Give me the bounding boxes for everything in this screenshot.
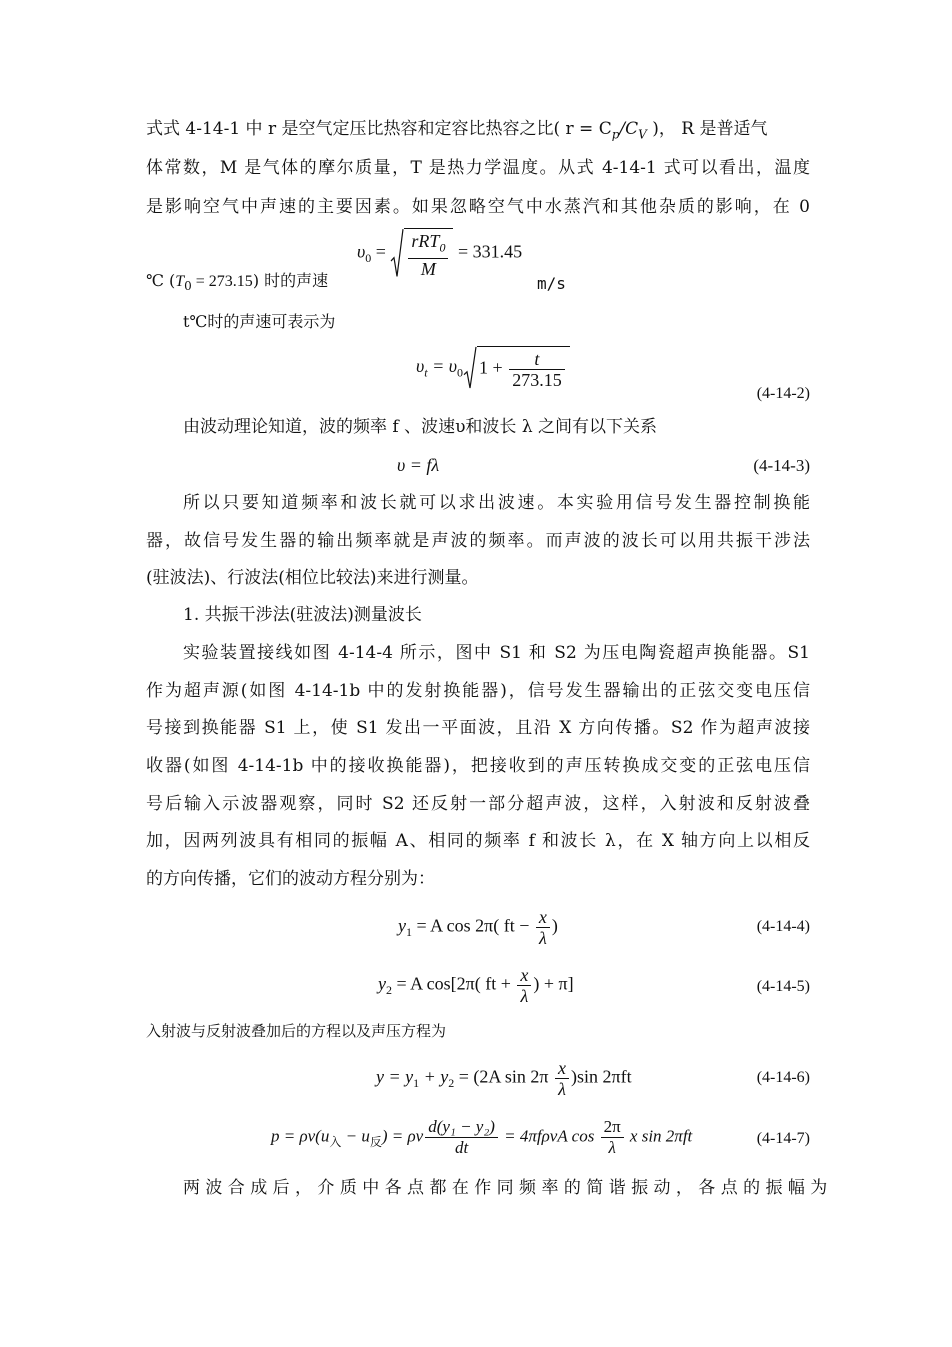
denominator: λ: [558, 1079, 566, 1099]
subscript: 0: [457, 365, 464, 380]
equation-4-14-4: [398, 907, 558, 948]
equation-number: (4-14-6): [756, 1069, 810, 1086]
numerator: rRT: [411, 231, 440, 251]
eq-symbol: y = y: [376, 1066, 414, 1087]
fraction: [601, 1117, 624, 1158]
paragraph-line-6: 由波动理论知道，波的频率 f 、波速υ和波长 λ 之间有以下关系: [183, 417, 658, 437]
subscript: t: [424, 365, 428, 380]
subscript: 1: [413, 1076, 420, 1091]
sqrt-sign: [463, 346, 570, 390]
subscript: 0: [365, 251, 372, 266]
denominator: M: [420, 258, 436, 279]
denominator: 273.15: [512, 370, 562, 390]
eq-symbol: + y: [419, 1066, 449, 1087]
text-run: /C: [619, 119, 639, 139]
paragraph-line-12: 作为超声源(如图 4-14-1b 中的发射换能器)，信号发生器输出的正弦交变电压信: [146, 681, 810, 701]
numerator: x: [536, 907, 550, 928]
subscript: V: [638, 127, 647, 142]
paragraph-line-3: 是影响空气中声速的主要因素。如果忽略空气中水蒸汽和其他杂质的影响，在 0: [146, 197, 810, 217]
subscript: 反: [369, 1134, 382, 1149]
equation-number: (4-14-7): [756, 1130, 810, 1147]
eq-symbol: y: [398, 915, 406, 936]
equation-4-14-5: [378, 965, 574, 1006]
equation-4-14-3: υ = fλ: [397, 455, 440, 475]
eq-symbol: y: [378, 973, 386, 994]
eq-symbol: = υ: [427, 356, 458, 377]
text-run: )， R 是普适气: [646, 119, 768, 139]
eq-term: ): [551, 915, 558, 936]
eq-term: = A cos 2π( ft −: [412, 915, 534, 936]
numerator: x: [517, 965, 531, 986]
paragraph-line-13: 号接到换能器 S1 上，使 S1 发出一平面波，且沿 X 方向传播。S2 作为超声波接: [146, 718, 810, 738]
fraction: [425, 1117, 498, 1158]
numerator: 2π: [601, 1117, 624, 1138]
equation-4-14-7: [271, 1117, 692, 1158]
fraction: [408, 231, 448, 279]
symbol-t0: T: [175, 273, 185, 290]
paragraph-line-8: 器，故信号发生器的输出频率就是声波的频率。而声波的波长可以用共振干涉法: [146, 531, 810, 551]
radical-icon: [390, 228, 404, 279]
text-run: ℃ (: [146, 271, 176, 290]
denominator: dt: [454, 1138, 469, 1157]
fraction: [536, 907, 550, 948]
radical-icon: [463, 346, 477, 390]
eq-term: = 4πfρvA cos: [499, 1126, 599, 1146]
paragraph-line-2: 体常数，M 是气体的摩尔质量，T 是热力学温度。从式 4-14-1 式可以看出，温度: [146, 158, 810, 178]
eq-symbol: υ: [357, 241, 366, 262]
unit-label: m/s: [537, 274, 566, 293]
section-heading: 1. 共振干涉法(驻波法)测量波长: [183, 605, 422, 625]
eq-term: )sin 2πft: [571, 1066, 632, 1087]
paragraph-line-18: 入射波与反射波叠加后的方程以及声压方程为: [146, 1022, 447, 1040]
eq-term: p = ρv(u: [271, 1126, 330, 1146]
eq-term: ) = ρv: [381, 1126, 424, 1146]
paragraph-line-17: 的方向传播，它们的波动方程分别为：: [146, 869, 435, 889]
denominator: λ: [538, 928, 547, 948]
value-t0: = 273.15: [191, 273, 253, 290]
equation-4-14-2: [416, 346, 570, 390]
subscript: 0: [439, 240, 446, 255]
numerator: t: [509, 349, 565, 370]
paragraph-line-5: t℃时的声速可表示为: [183, 312, 336, 331]
paragraph-line-11: 实验装置接线如图 4-14-4 所示，图中 S1 和 S2 为压电陶瓷超声换能器。S1: [183, 643, 810, 663]
paragraph-line-1: [146, 118, 810, 145]
paragraph-line-14: 收器(如图 4-14-1b 中的接收换能器)，把接收到的声压转换成交变的正弦电压信: [146, 756, 810, 776]
eq-term: 1 +: [479, 357, 508, 378]
equation-v0: [357, 228, 522, 279]
text-run: 式式 4-14-1 中 r 是空气定压比热容和定容比热容之比( r = C: [146, 119, 612, 139]
eq-term: = A cos[2π( ft +: [392, 973, 516, 994]
equation-4-14-6: [376, 1058, 632, 1099]
numerator: d(y₁ − y₂): [425, 1117, 498, 1138]
equation-number: (4-14-4): [756, 918, 810, 935]
equation-number: (4-14-2): [756, 385, 810, 402]
fraction: [509, 349, 565, 390]
subscript: 0: [184, 279, 192, 294]
eq-symbol: υ: [416, 356, 425, 377]
eq-term: = (2A sin 2π: [454, 1066, 554, 1087]
subscript: 2: [448, 1076, 455, 1091]
equation-number: (4-14-3): [753, 456, 810, 475]
eq-term: ) + π]: [533, 973, 574, 994]
paragraph-line-9: (驻波法)、行波法(相位比较法)来进行测量。: [146, 568, 479, 588]
subscript: p: [611, 127, 620, 142]
paragraph-line-16: 加，因两列波具有相同的振幅 A、相同的频率 f 和波长 λ，在 X 轴方向上以相反: [146, 831, 810, 851]
text-run: ) 时的声速: [252, 271, 329, 290]
paragraph-line-15: 号后输入示波器观察，同时 S2 还反射一部分超声波，这样，入射波和反射波叠: [146, 794, 810, 814]
subscript: 2: [386, 983, 392, 998]
fraction: [517, 965, 531, 1006]
equation-number: (4-14-5): [756, 978, 810, 995]
eq-operator: =: [371, 241, 391, 262]
subscript: 入: [329, 1134, 342, 1149]
fraction: [555, 1058, 569, 1099]
eq-term: x sin 2πft: [625, 1126, 693, 1146]
eq-term: − u: [341, 1126, 370, 1146]
eq-value: = 331.45: [453, 241, 523, 262]
paragraph-line-19: 两 波 合 成 后 ， 介 质 中 各 点 都 在 作 同 频 率 的 简 谐 振 动 ， 各 点 的 振 幅 为: [183, 1178, 828, 1198]
denominator: λ: [520, 986, 529, 1006]
denominator: λ: [608, 1138, 616, 1157]
numerator: x: [555, 1058, 569, 1079]
subscript: 1: [406, 925, 412, 940]
paragraph-line-7: 所以只要知道频率和波长就可以求出波速。本实验用信号发生器控制换能: [183, 493, 810, 513]
sqrt-sign: [390, 228, 453, 279]
